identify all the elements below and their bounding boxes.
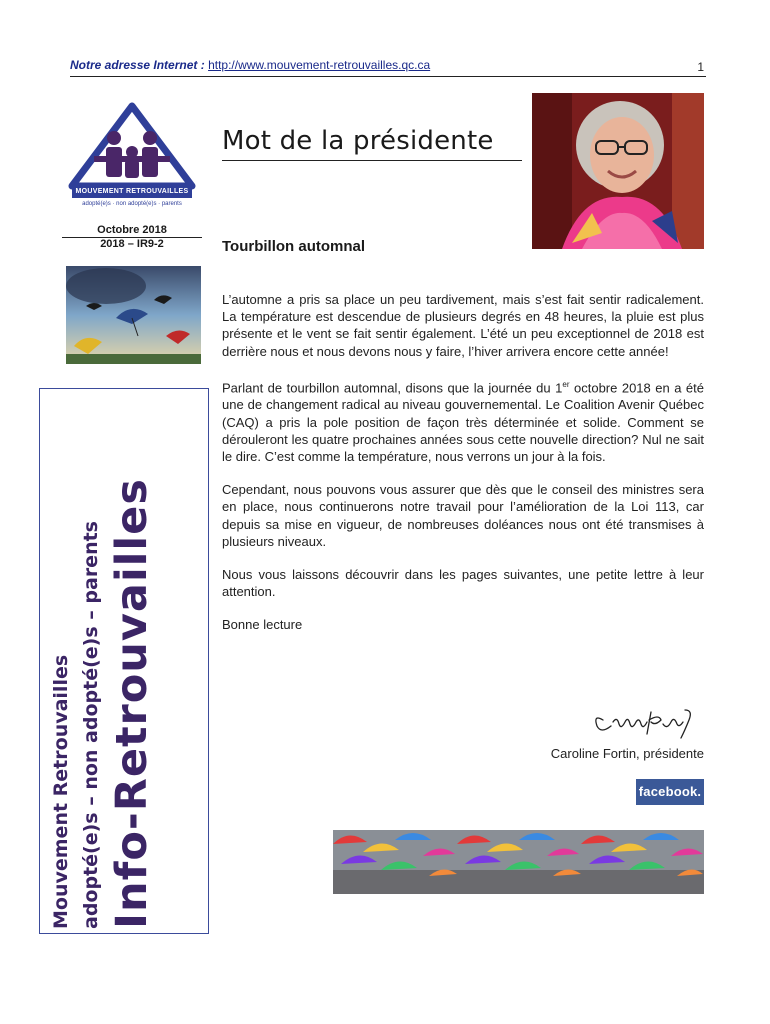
- sidebar-audience: adopté(e)s – non adopté(e)s – parents: [80, 521, 102, 929]
- umbrella-illustration: [66, 266, 201, 364]
- paragraph-2: Parlant de tourbillon automnal, disons que la journée du 1er octobre 2018 en a été une de changement radical au niveau gouvernemental. Le Coalition Avenir Québec (CAQ) a pris la pole position de façon très déterminée et solide. Comment se dérouleront les quatre prochaines années sous cette nouvelle direction? Nul ne sait le dire. C’est comme la température, nous verrons un jour à la fois.: [222, 379, 704, 464]
- article-subtitle: Tourbillon automnal: [222, 238, 366, 255]
- sidebar-newsletter-name: Info-Retrouvailles: [107, 478, 157, 929]
- logo-tagline: adopté(e)s · non adopté(e)s · parents: [82, 201, 182, 207]
- paragraph-4: Nous vous laissons découvrir dans les pages suivantes, une petite lettre à leur attention.: [222, 566, 704, 600]
- article-body: [222, 291, 704, 650]
- paragraph-5: Bonne lecture: [222, 617, 303, 633]
- issue-info: [62, 224, 202, 251]
- signature-drawing: [585, 700, 705, 740]
- page-number: 1: [697, 60, 704, 74]
- portrait-image: [532, 93, 704, 249]
- paragraph-3: Cependant, nous pouvons vous assurer que dès que le conseil des ministres sera en place, nous continuerons notre travail pour l’amélioration de la Loi 113, car depuis sa mise en vigueur, de nombreuses doléances nous ont été transmises à plusieurs niveaux.: [222, 482, 704, 549]
- umbrellas-picture: [333, 830, 704, 894]
- issue-code: 2018 – IR9-2: [100, 238, 164, 250]
- website-link[interactable]: http://www.mouvement-retrouvailles.qc.ca: [208, 58, 431, 72]
- umbrella-picture: [66, 266, 201, 364]
- sidebar-org-name: Mouvement Retrouvailles: [50, 654, 72, 929]
- issue-date: Octobre 2018: [62, 224, 202, 238]
- facebook-button[interactable]: facebook.: [636, 779, 704, 805]
- sidebar-vertical-text: [46, 399, 158, 929]
- signature-name: Caroline Fortin, présidente: [550, 746, 704, 761]
- colorful-umbrellas-banner: [333, 830, 704, 894]
- organization-logo: [66, 102, 198, 212]
- newsletter-sidebar: [39, 388, 209, 934]
- logo-org-name: MOUVEMENT RETROUVAILLES: [75, 188, 189, 195]
- page-title: Mot de la présidente: [222, 126, 522, 161]
- president-photo: [532, 93, 704, 249]
- page-header: [70, 58, 706, 77]
- paragraph-1: L’automne a pris sa place un peu tardivement, mais s’est fait sentir radicalement. La température est descendue de plusieurs degrés en 48 heures, la pluie est plus présente et le vent se fait sentir également. L’été un peu exceptionnel de 2018 est derrière nous et nous devons nous y faire, l’hiver arrivera encore cette année!: [222, 292, 704, 359]
- website-label: Notre adresse Internet :: [70, 58, 205, 72]
- handwritten-signature: [585, 700, 705, 740]
